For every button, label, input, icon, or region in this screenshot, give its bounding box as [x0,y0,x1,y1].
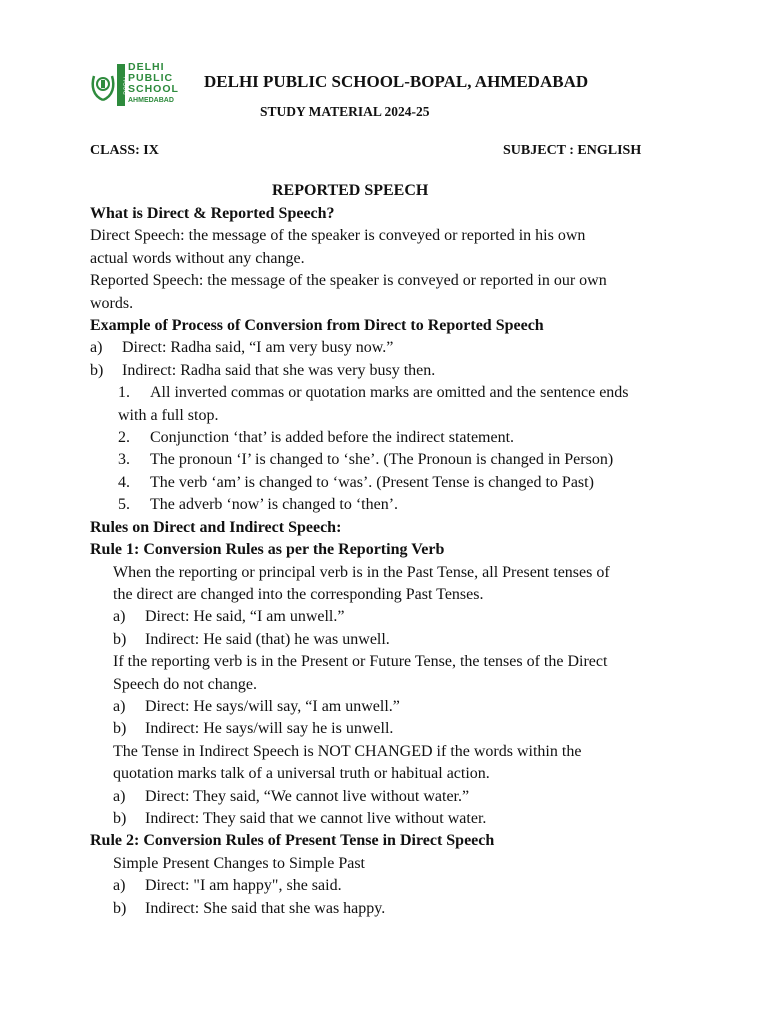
text-line [90,718,690,740]
line-text: Indirect: He says/will say he is unwell. [145,720,394,738]
list-marker: 5. [118,496,130,514]
line-text: Indirect: They said that we cannot live without water. [145,809,487,827]
line-text: Direct: They said, “We cannot live without water.” [145,787,470,805]
text-line [90,629,690,651]
line-text: words. [90,294,134,312]
text-line [90,898,690,920]
list-marker: b) [113,809,127,827]
line-text: When the reporting or principal verb is in the Past Tense, all Present tenses of [113,563,610,581]
text-line [90,360,690,382]
text-line [90,203,690,225]
line-text: Indirect: He said (that) he was unwell. [145,630,390,648]
wreath-icon [90,66,116,104]
class-label: CLASS: IX [90,143,159,158]
text-line [90,293,690,315]
text-line [90,405,690,427]
document-title: REPORTED SPEECH [272,182,429,199]
line-text: Conjunction ‘that’ is added before the indirect statement. [150,429,515,447]
logo-wordmark: DELHI PUBLIC SCHOOL AHMEDABAD [128,61,179,104]
text-line [90,830,690,852]
school-logo [90,62,190,108]
text-line [90,270,690,292]
text-line [90,427,690,449]
line-text: Reported Speech: the message of the speaker is conveyed or reported in our own [90,272,607,290]
line-text: Example of Process of Conversion from Direct to Reported Speech [90,317,544,335]
text-line [90,786,690,808]
line-text: Rules on Direct and Indirect Speech: [90,518,342,536]
list-marker: a) [113,877,126,895]
list-marker: a) [113,787,126,805]
text-line [90,382,690,404]
subject-label: SUBJECT : ENGLISH [503,143,642,158]
text-line [90,606,690,628]
school-name: DELHI PUBLIC SCHOOL-BOPAL, AHMEDABAD [204,72,589,91]
text-line [90,315,690,337]
line-text: All inverted commas or quotation marks are omitted and the sentence ends [150,384,629,402]
line-text: Simple Present Changes to Simple Past [113,854,365,872]
line-text: If the reporting verb is in the Present or Future Tense, the tenses of the Direct [113,653,608,671]
logo-bar: BOPAL [117,64,125,106]
text-line [90,696,690,718]
text-line [90,494,690,516]
text-line [90,875,690,897]
line-text: Direct Speech: the message of the speaker is conveyed or reported in his own [90,227,586,245]
line-text: Rule 1: Conversion Rules as per the Reporting Verb [90,541,445,559]
line-text: Indirect: Radha said that she was very busy then. [122,361,436,379]
study-material-label: STUDY MATERIAL 2024-25 [260,104,430,119]
text-line [90,584,690,606]
list-marker: a) [113,697,126,715]
line-text: Rule 2: Conversion Rules of Present Tense in Direct Speech [90,832,495,850]
line-text: the direct are changed into the corresponding Past Tenses. [113,585,484,603]
text-line [90,472,690,494]
line-text: Direct: He said, “I am unwell.” [145,608,345,626]
text-line [90,808,690,830]
list-marker: b) [113,720,127,738]
list-marker: 1. [118,384,130,402]
line-text: Direct: Radha said, “I am very busy now.” [122,339,394,357]
line-text: The verb ‘am’ is changed to ‘was’. (Present Tense is changed to Past) [150,473,594,491]
list-marker: a) [90,339,103,357]
list-marker: b) [113,899,127,917]
list-marker: b) [113,630,127,648]
line-text: What is Direct & Reported Speech? [90,205,335,222]
document-body [90,203,690,920]
text-line [90,337,690,359]
line-text: Indirect: She said that she was happy. [145,899,386,917]
line-text: quotation marks talk of a universal truth or habitual action. [113,765,490,783]
text-line [90,674,690,696]
line-text: The adverb ‘now’ is changed to ‘then’. [150,496,399,514]
text-line [90,741,690,763]
text-line [90,517,690,539]
list-marker: 3. [118,451,130,469]
line-text: Speech do not change. [113,675,257,693]
text-line [90,449,690,471]
list-marker: 4. [118,473,130,491]
list-marker: 2. [118,429,130,447]
list-marker: b) [90,361,104,379]
line-text: Direct: He says/will say, “I am unwell.” [145,697,400,715]
text-line [90,248,690,270]
line-text: Direct: "I am happy", she said. [145,877,342,895]
line-text: with a full stop. [118,406,219,424]
list-marker: a) [113,608,126,626]
line-text: The pronoun ‘I’ is changed to ‘she’. (The Pronoun is changed in Person) [150,451,614,469]
text-line [90,763,690,785]
text-line [90,853,690,875]
line-text: actual words without any change. [90,249,305,267]
text-line [90,651,690,673]
text-line [90,562,690,584]
text-line [90,225,690,247]
line-text: The Tense in Indirect Speech is NOT CHANGED if the words within the [113,742,582,760]
text-line [90,539,690,561]
